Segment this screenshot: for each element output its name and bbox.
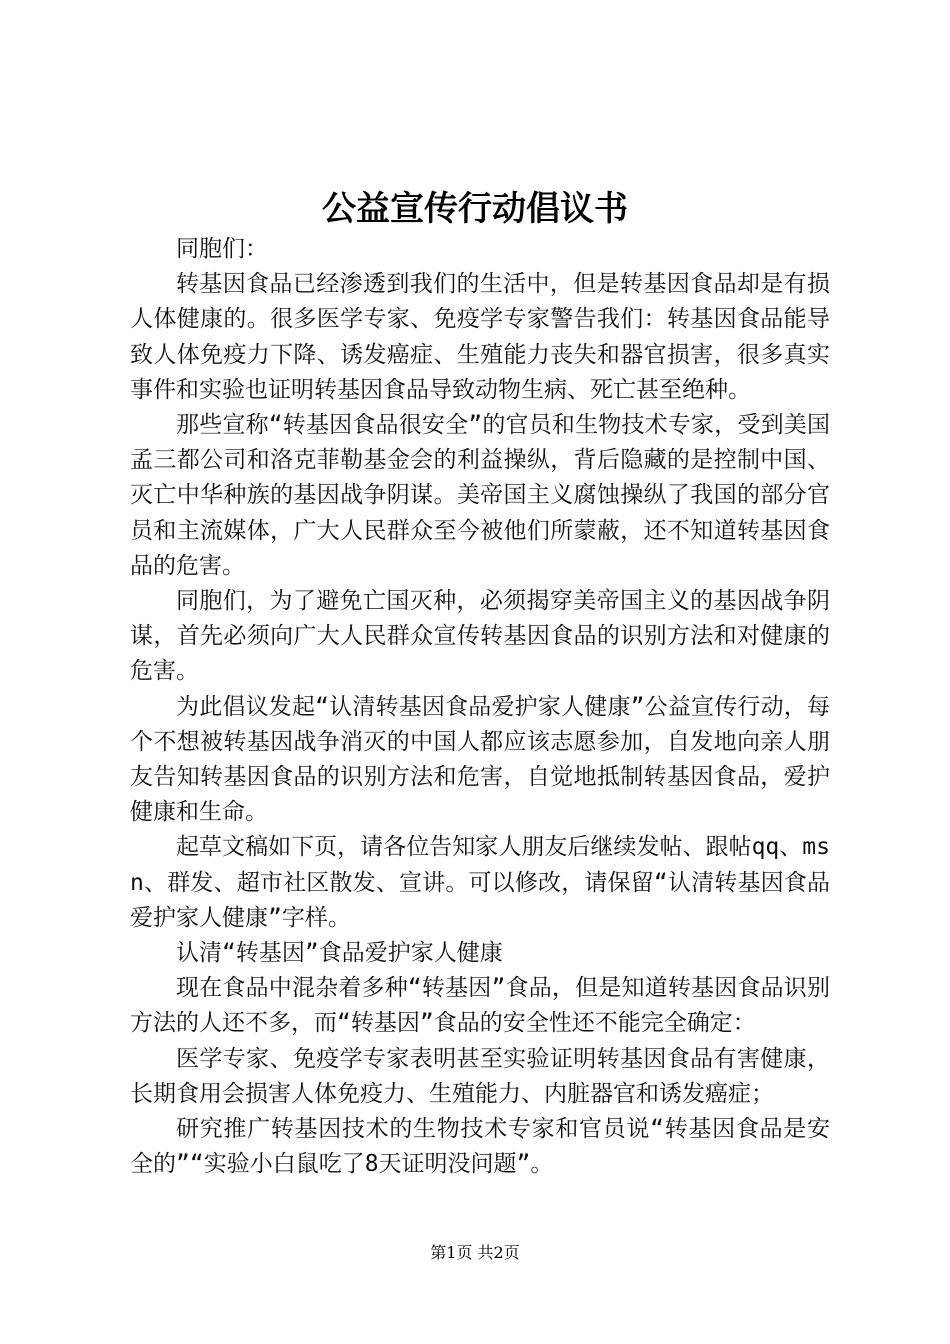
document-body	[130, 232, 830, 1182]
paragraph: 医学专家、免疫学专家表明甚至实验证明转基因食品有害健康，长期食用会损害人体免疫力、生殖能力、内脏器官和诱发癌症；	[130, 1045, 830, 1107]
paragraph: 研究推广转基因技术的生物技术专家和官员说“转基因食品是安全的”“实验小白鼠吃了8天证明没问题”。	[130, 1116, 830, 1178]
paragraph: 转基因食品已经渗透到我们的生活中，但是转基因食品却是有损人体健康的。很多医学专家、免疫学专家警告我们：转基因食品能导致人体免疫力下降、诱发癌症、生殖能力丧失和器官损害，很多真实事件和实验也证明转基因食品导致动物生病、死亡甚至绝种。	[130, 271, 830, 403]
paragraph: 那些宣称“转基因食品很安全”的官员和生物技术专家，受到美国孟三都公司和洛克菲勒基金会的利益操纵，背后隐藏的是控制中国、灭亡中华种族的基因战争阴谋。美帝国主义腐蚀操纵了我国的部分官员和主流媒体，广大人民群众至今被他们所蒙蔽，还不知道转基因食品的危害。	[130, 412, 830, 579]
document-title: 公益宣传行动倡议书	[322, 189, 628, 229]
paragraph: 同胞们，为了避免亡国灭种，必须揭穿美帝国主义的基因战争阴谋，首先必须向广大人民群众宣传转基因食品的识别方法和对健康的危害。	[130, 588, 830, 685]
paragraph: 为此倡议发起“认清转基因食品爱护家人健康”公益宣传行动，每个不想被转基因战争消灭的中国人都应该志愿参加，自发地向亲人朋友告知转基因食品的识别方法和危害，自觉地抵制转基因食品，爱护健康和生命。	[130, 693, 830, 826]
page-footer: 第1页 共2页	[430, 1243, 520, 1262]
paragraph: 起草文稿如下页，请各位告知家人朋友后继续发帖、跟帖qq、msn、群发、超市社区散发、宣讲。可以修改，请保留“认清转基因食品爱护家人健康”字样。	[130, 834, 830, 931]
salutation: 同胞们：	[176, 236, 268, 262]
paragraph: 现在食品中混杂着多种“转基因”食品，但是知道转基因食品识别方法的人还不多，而“转基因”食品的安全性还不能完全确定：	[130, 975, 830, 1037]
section-heading: 认清“转基因”食品爱护家人健康	[176, 940, 503, 967]
